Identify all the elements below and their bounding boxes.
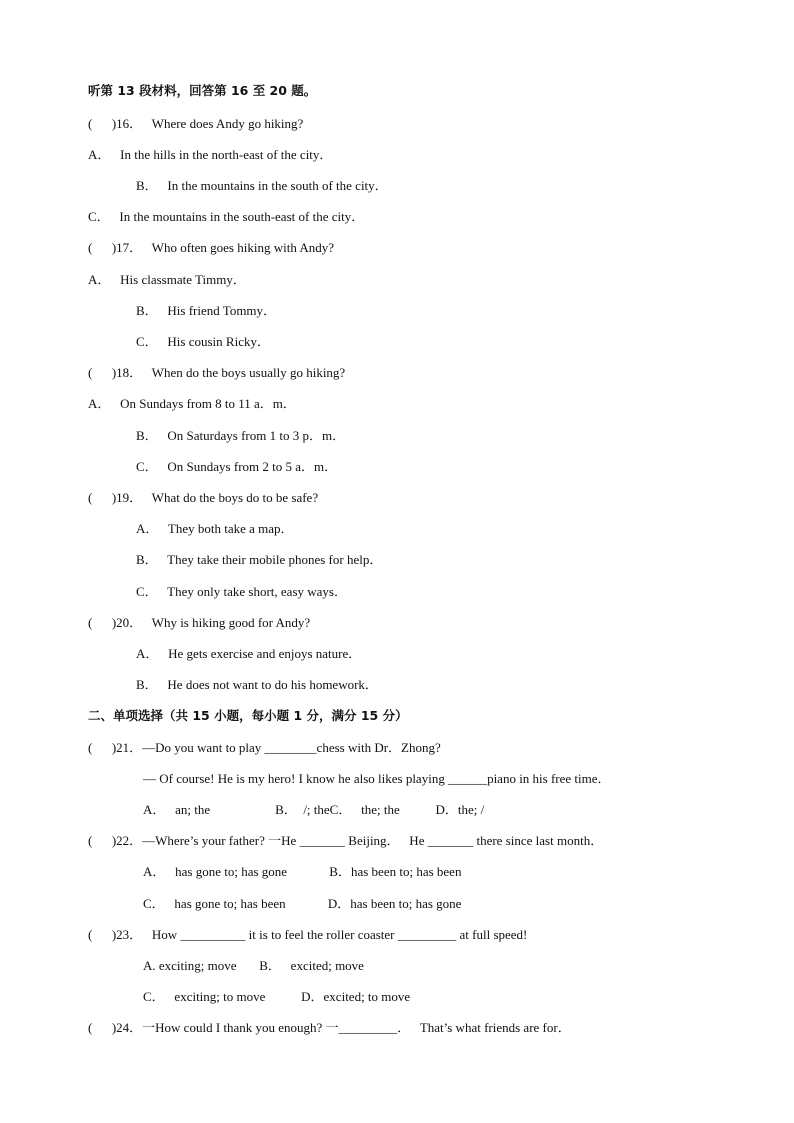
question-18: ( )18． When do the boys usually go hiking? xyxy=(88,365,346,380)
option-16-b: B． In the mountains in the south of the city． xyxy=(136,178,388,193)
option-18-c: C． On Sundays from 2 to 5 a．m． xyxy=(136,459,338,474)
options-23-cd: C． exciting; to move D．excited; to move xyxy=(143,989,411,1004)
option-20-a: A． He gets exercise and enjoys nature． xyxy=(136,646,362,661)
question-24: ( )24．一How could I thank you enough? 一_________． That’s what friends are for． xyxy=(88,1020,571,1035)
section-heading-listening: 听第 13 段材料，回答第 16 至 20 题。 xyxy=(88,83,317,98)
option-18-a: A． On Sundays from 8 to 11 a．m． xyxy=(88,396,296,411)
question-23: ( )23． How __________ it is to feel the roller coaster _________ at full speed! xyxy=(88,927,528,942)
option-19-b: B． They take their mobile phones for help． xyxy=(136,552,383,567)
option-16-a: A． In the hills in the north-east of the city． xyxy=(88,147,333,162)
question-21: ( )21．—Do you want to play ________chess with Dr．Zhong? xyxy=(88,740,441,755)
question-20: ( )20． Why is hiking good for Andy? xyxy=(88,615,311,630)
option-20-b: B． He does not want to do his homework． xyxy=(136,677,378,692)
section-heading-multiple-choice: 二、单项选择（共 15 小题，每小题 1 分，满分 15 分） xyxy=(88,708,408,723)
option-16-c: C． In the mountains in the south-east of the city． xyxy=(88,209,365,224)
question-19: ( )19． What do the boys do to be safe? xyxy=(88,490,319,505)
question-22: ( )22．—Where’s your father? 一He _______ Beijing． He _______ there since last month． xyxy=(88,833,604,848)
options-22-ab: A． has gone to; has gone B．has been to; has been xyxy=(143,864,462,879)
question-16: ( )16． Where does Andy go hiking? xyxy=(88,116,304,131)
options-22-cd: C． has gone to; has been D．has been to; has gone xyxy=(143,896,462,911)
option-19-a: A． They both take a map． xyxy=(136,521,294,536)
option-17-b: B． His friend Tommy． xyxy=(136,303,277,318)
question-17: ( )17． Who often goes hiking with Andy? xyxy=(88,240,335,255)
options-23-ab: A. exciting; move B． excited; move xyxy=(143,958,364,973)
option-18-b: B． On Saturdays from 1 to 3 p．m． xyxy=(136,428,346,443)
options-21: A． an; the B． /; theC． the; the D．the; / xyxy=(143,802,485,817)
question-21-dialogue: — Of course! He is my hero! I know he also likes playing ______piano in his free time． xyxy=(143,771,611,786)
option-17-a: A． His classmate Timmy． xyxy=(88,272,246,287)
option-17-c: C． His cousin Ricky． xyxy=(136,334,270,349)
option-19-c: C． They only take short, easy ways． xyxy=(136,584,347,599)
